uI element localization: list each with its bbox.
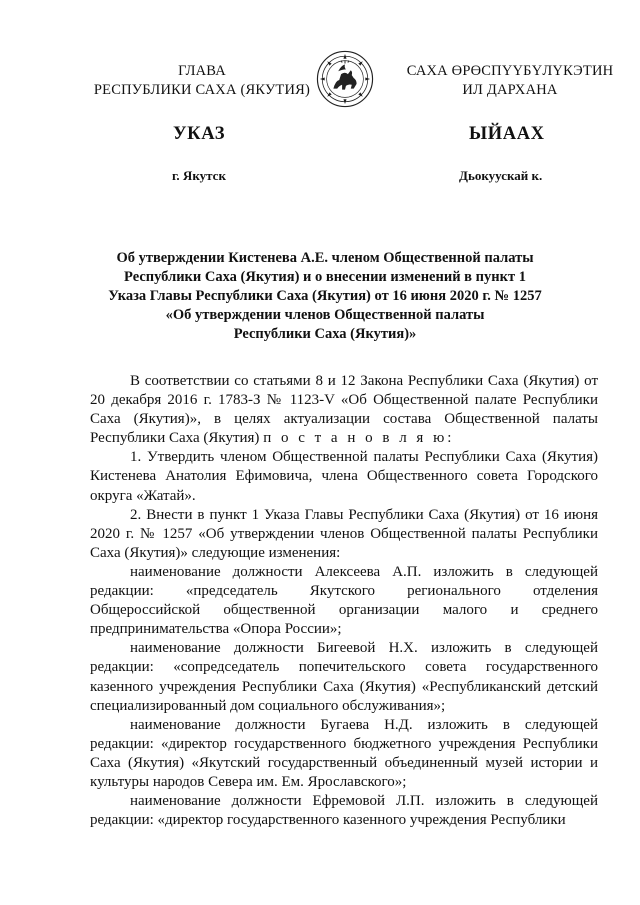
title-line: Указа Главы Республики Саха (Якутия) от 16 июня 2020 г. № 1257 (108, 288, 542, 304)
header-right-line1: САХА ӨРӨСПҮҮБҮЛҮКЭТИН (406, 63, 614, 79)
preamble-text: В соответствии со статьями 8 и 12 Закона Республики Саха (Якутия) от 20 декабря 2016 г. 1783-З № 1123-V «Об Общественной палате Республики Саха (Якутия)», в целях актуализации состава Общественной палаты Республики Саха (Якутия) (90, 373, 598, 447)
title-line: Республики Саха (Якутия) и о внесении изменений в пункт 1 (124, 269, 526, 285)
decree-body (90, 372, 598, 830)
header-left-line2: РЕСПУБЛИКИ САХА (ЯКУТИЯ) (93, 82, 311, 98)
header-right-line2: ИЛ ДАРХАНА (462, 82, 558, 98)
paragraph-change-bugaev: наименование должности Бугаева Н.Д. изложить в следующей редакции: «директор государственного бюджетного учреждения Республики Саха (Якутия) «Якутский государственный объединенный музей истории и культуры народов Севера им. Ем. Ярославского»; (90, 716, 598, 790)
header-left (84, 62, 320, 100)
doc-type-ru: УКАЗ (173, 124, 226, 144)
header-right (394, 62, 626, 100)
paragraph-item-1: 1. Утвердить членом Общественной палаты Республики Саха (Якутия) Кистенева Анатолия Ефимовича, члена Общественного совета Городского округа «Жатай». (90, 449, 598, 504)
city-sakha: Дьокуускай к. (459, 168, 543, 183)
decree-word: п о с т а н о в л я ю: (263, 430, 455, 447)
title-line: Об утверждении Кистенева А.Е. членом Общественной палаты (116, 250, 534, 266)
paragraph-change-alekseev: наименование должности Алексеева А.П. изложить в следующей редакции: «председатель Якутского регионального отделения Общероссийской общественной организации малого и среднего предпринимательства «Опора России»; (90, 563, 598, 638)
city-ru: г. Якутск (172, 168, 226, 183)
title-line: Республики Саха (Якутия)» (233, 326, 417, 342)
paragraph-preamble (90, 372, 598, 448)
paragraph-item-2: 2. Внести в пункт 1 Указа Главы Республики Саха (Якутия) от 16 июня 2020 г. № 1257 «Об утверждении членов Общественной палаты Республики Саха (Якутия)» следующие изменения: (90, 506, 598, 561)
doc-type-sakha: ЫЙААХ (469, 124, 545, 144)
header-left-line1: ГЛАВА (178, 63, 226, 79)
title-line: «Об утверждении членов Общественной палаты (165, 307, 485, 323)
paragraph-change-efremova: наименование должности Ефремовой Л.П. изложить в следующей редакции: «директор государственного казенного учреждения Республики (90, 793, 598, 829)
paragraph-change-bigeeva: наименование должности Бигеевой Н.Х. изложить в следующей редакции: «сопредседатель попечительского совета государственного казенного учреждения Республики Саха (Якутия) «Республиканский детский специализированный дом социального обслуживания»; (90, 640, 598, 714)
coat-of-arms-sakha-icon (316, 50, 374, 108)
decree-title (90, 249, 560, 344)
